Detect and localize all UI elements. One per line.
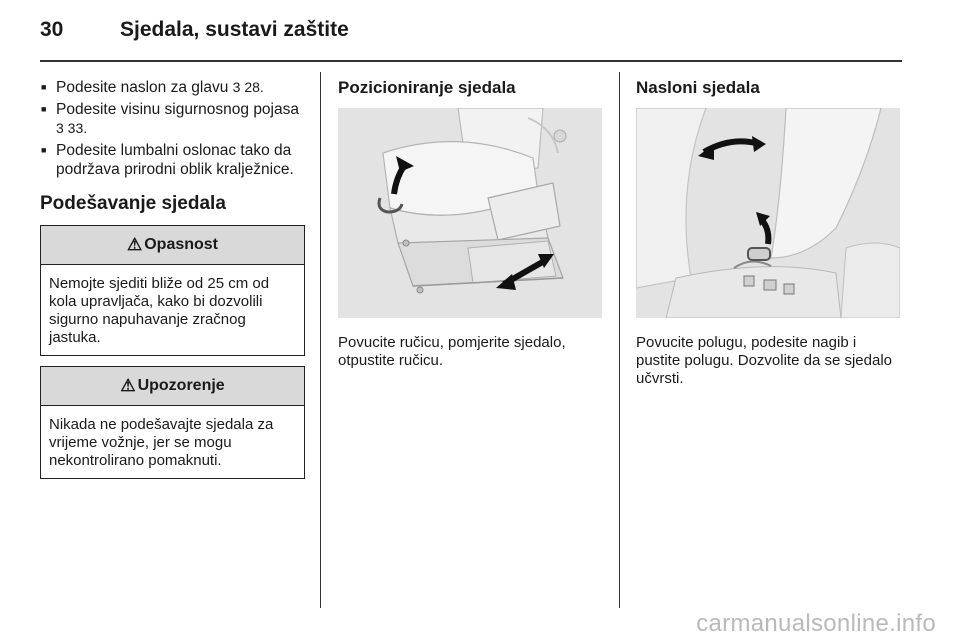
danger-text: Nemojte sjediti bliže od 25 cm od kola upravljača, kako bi dozvolili sigurno napuhavanje zračnog jastuka. [49, 275, 270, 346]
seat-back-illustration [636, 108, 900, 318]
danger-title: Opasnost [144, 236, 219, 253]
seat-back-caption: Povucite polugu, podesite nagib i pustite polugu. Dozvolite da se sjedalo učvrsti. [636, 334, 892, 387]
list-item: ■ Podesite lumbalni oslonac tako da podržava prirodni oblik kralježnice. [40, 141, 305, 179]
page-number: 30 [40, 18, 64, 41]
danger-box [40, 225, 305, 356]
page-reference: 3 28. [232, 79, 264, 95]
warning-triangle-icon: ⚠ [126, 235, 143, 254]
seat-back-heading: Nasloni sjedala [636, 78, 760, 97]
column-right [636, 72, 900, 388]
page-reference: 3 33. [56, 120, 88, 136]
seat-position-illustration [338, 108, 602, 318]
warning-box [40, 366, 305, 479]
column-divider-2 [619, 72, 620, 608]
seat-position-heading: Pozicioniranje sjedala [338, 78, 516, 97]
warning-triangle-icon: ⚠ [120, 376, 136, 395]
warning-title: Upozorenje [137, 377, 225, 394]
header-rule [40, 60, 902, 62]
seat-position-caption: Povucite ručicu, pomjerite sjedalo, otpustite ručicu. [338, 334, 566, 369]
column-divider-1 [320, 72, 321, 608]
bullet-list [40, 78, 305, 179]
warning-text: Nikada ne podešavajte sjedala za vrijeme vožnje, jer se mogu nekontrolirano pomaknuti. [49, 416, 274, 469]
page-title: Sjedala, sustavi zaštite [120, 18, 349, 41]
column-middle [338, 72, 602, 370]
list-item: ■ Podesite visinu sigurnosnog pojasa 3 33. [40, 100, 305, 138]
column-left [40, 72, 305, 489]
page-header [40, 18, 900, 48]
watermark: carmanualsonline.info [696, 610, 936, 637]
list-item: ■ Podesite naslon za glavu 3 28. [40, 78, 305, 97]
section-heading: Podešavanje sjedala [40, 193, 226, 214]
